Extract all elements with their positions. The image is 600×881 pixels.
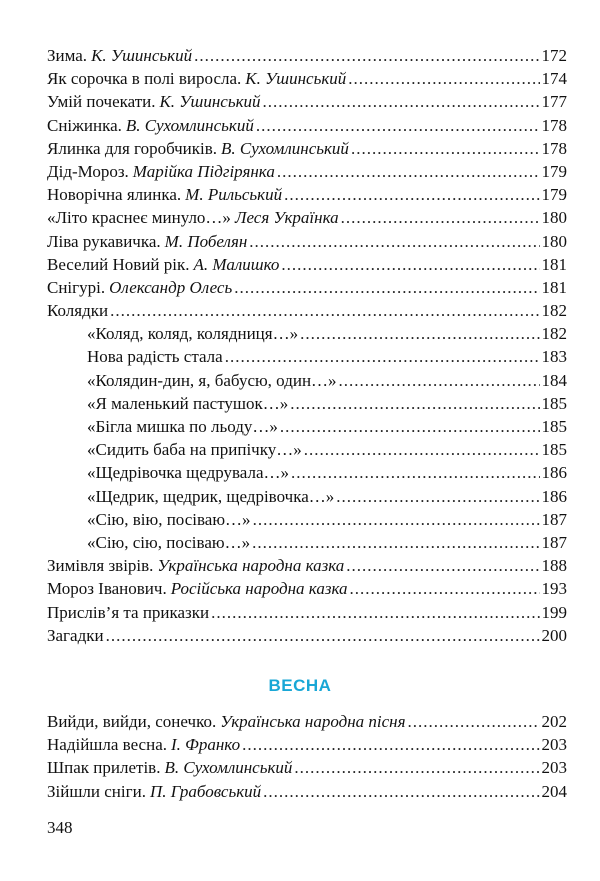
toc-entry	[47, 299, 567, 322]
toc-entry-page: 177	[541, 92, 567, 112]
toc-entry-title: «Щедрик, щедрик, щедрівочка…»	[87, 486, 335, 506]
toc-entry	[47, 531, 567, 554]
toc-entry-page: 187	[541, 509, 567, 529]
dot-leader	[225, 345, 540, 368]
toc-entry	[47, 137, 567, 160]
toc-entry-page: 200	[541, 625, 567, 645]
toc-entry-page: 185	[541, 440, 567, 460]
dot-leader	[256, 114, 540, 137]
toc-entry	[47, 392, 567, 415]
toc-entry-title: «Бігла мишка по льоду…»	[87, 417, 278, 436]
toc-entry-title: «Сидить баба на припічку…»	[87, 440, 302, 460]
toc-entry-title: «Щедрівочка щедрувала…»	[87, 463, 290, 483]
toc-entry-page: 185	[541, 393, 567, 413]
toc-entry	[47, 345, 567, 368]
dot-leader	[300, 322, 539, 345]
table-of-contents-spring	[47, 710, 567, 803]
toc-entry-title: «Сію, сію, посіваю…»	[87, 532, 251, 552]
dot-leader	[339, 369, 540, 392]
dot-leader	[277, 160, 540, 183]
toc-entry	[47, 253, 567, 276]
toc-entry-author: Українська народна пісня	[220, 712, 406, 731]
dot-leader	[294, 756, 539, 779]
page-number: 348	[47, 818, 73, 837]
toc-entry-page: 181	[541, 277, 567, 297]
toc-entry-page: 181	[541, 254, 567, 274]
dot-leader	[280, 415, 540, 438]
dot-leader	[234, 276, 539, 299]
dot-leader	[242, 733, 539, 756]
dot-leader	[291, 461, 539, 484]
toc-entry-page: 185	[541, 417, 567, 436]
toc-entry-title: Нова радість стала	[87, 347, 223, 367]
dot-leader	[252, 531, 539, 554]
toc-entry	[47, 577, 567, 600]
dot-leader	[249, 230, 539, 253]
toc-entry	[47, 601, 567, 624]
toc-entry	[47, 44, 567, 67]
dot-leader	[336, 485, 539, 508]
toc-entry-page: 203	[541, 735, 567, 755]
toc-entry-title: Вийди, вийди, сонечко.	[47, 712, 217, 731]
toc-entry-author: К. Ушинський	[91, 46, 193, 65]
toc-entry-title: Надійшла весна.	[47, 735, 167, 755]
toc-entry-page: 199	[541, 602, 567, 622]
toc-entry-title: Загадки	[47, 625, 104, 645]
toc-entry-page: 202	[541, 712, 567, 731]
toc-entry-page: 187	[541, 532, 567, 552]
toc-entry	[47, 67, 567, 90]
toc-entry-title: Зимівля звірів.	[47, 556, 154, 576]
toc-entry-author: В. Сухомлинський	[125, 115, 254, 135]
toc-entry-page: 172	[541, 46, 567, 65]
dot-leader	[284, 183, 539, 206]
toc-entry	[47, 554, 567, 577]
toc-entry-author: К. Ушинський	[159, 92, 261, 112]
toc-entry-title: Снігурі.	[47, 277, 106, 297]
toc-entry-page: 184	[541, 370, 567, 390]
toc-entry-author: Олександр Олесь	[109, 277, 233, 297]
dot-leader	[281, 253, 539, 276]
toc-entry-title: Ліва рукавичка.	[47, 231, 161, 251]
toc-entry-title: Сніжинка.	[47, 115, 122, 135]
toc-entry	[47, 322, 567, 345]
toc-entry-author: М. Рильський	[185, 185, 283, 205]
dot-leader	[211, 601, 539, 624]
dot-leader	[350, 577, 540, 600]
toc-entry-page: 178	[541, 115, 567, 135]
toc-entry-page: 178	[541, 138, 567, 158]
dot-leader	[194, 44, 539, 67]
dot-leader	[346, 554, 539, 577]
toc-entry-title: Умій почекати.	[47, 92, 156, 112]
dot-leader	[110, 299, 539, 322]
dot-leader	[253, 508, 540, 531]
toc-entry-page: 180	[541, 208, 567, 228]
toc-entry-title: «Колядин-дин, я, бабусю, один…»	[87, 370, 337, 390]
toc-entry-title: «Я маленький пастушок…»	[87, 393, 289, 413]
toc-entry-page: 182	[541, 301, 567, 321]
toc-entry-title: Шпак прилетів.	[47, 758, 161, 778]
dot-leader	[263, 90, 540, 113]
toc-entry-title: Ялинка для горобчиків.	[47, 138, 217, 158]
toc-entry-page: 183	[541, 347, 567, 367]
toc-entry	[47, 733, 567, 756]
dot-leader	[341, 206, 540, 229]
toc-entry-title: Колядки	[47, 301, 109, 321]
toc-entry-author: Леся Українка	[234, 208, 339, 228]
table-of-contents	[47, 44, 567, 647]
toc-entry-title: Дід-Мороз.	[47, 161, 129, 181]
toc-entry-author: М. Побелян	[164, 231, 248, 251]
toc-entry-title: Прислів’я та приказки	[47, 602, 210, 622]
toc-entry-title: «Літо краснеє минуло…»	[47, 208, 231, 228]
toc-entry-author: В. Сухомлинський	[220, 138, 349, 158]
toc-entry-page: 186	[541, 463, 567, 483]
toc-entry-author: П. Грабовський	[149, 781, 262, 801]
toc-entry	[47, 369, 567, 392]
toc-entry	[47, 183, 567, 206]
section-title-vesna: ВЕСНА	[268, 676, 332, 695]
toc-entry-page: 193	[541, 579, 567, 599]
toc-entry	[47, 415, 567, 438]
toc-entry	[47, 508, 567, 531]
toc-entry-title: Веселий Новий рік.	[47, 254, 190, 274]
toc-entry-page: 180	[541, 231, 567, 251]
toc-entry-title: Як сорочка в полі виросла.	[47, 69, 242, 89]
toc-entry-title: «Коляд, коляд, колядниця…»	[87, 324, 299, 344]
dot-leader	[348, 67, 539, 90]
toc-entry	[47, 710, 567, 733]
toc-entry	[47, 624, 567, 647]
toc-entry-author: К. Ушинський	[245, 69, 347, 89]
dot-leader	[106, 624, 540, 647]
toc-entry-page: 182	[541, 324, 567, 344]
toc-entry-author: В. Сухомлинський	[164, 758, 293, 778]
toc-entry	[47, 438, 567, 461]
dot-leader	[304, 438, 540, 461]
toc-entry	[47, 90, 567, 113]
toc-entry-title: Мороз Іванович.	[47, 579, 167, 599]
dot-leader	[351, 137, 540, 160]
toc-entry	[47, 206, 567, 229]
toc-entry	[47, 485, 567, 508]
toc-entry-page: 179	[541, 185, 567, 205]
toc-entry-author: Марійка Підгірянка	[132, 161, 275, 181]
toc-entry-title: Зійшли сніги.	[47, 781, 146, 801]
toc-entry-author: Українська народна казка	[157, 556, 345, 576]
toc-entry-title: Новорічна ялинка.	[47, 185, 182, 205]
toc-entry-title: Зима.	[47, 46, 88, 65]
toc-entry-page: 204	[541, 781, 567, 801]
toc-entry	[47, 276, 567, 299]
toc-entry-author: І. Франко	[171, 735, 241, 755]
toc-entry-author: А. Малишко	[193, 254, 280, 274]
toc-entry-page: 203	[541, 758, 567, 778]
toc-entry-page: 186	[541, 486, 567, 506]
toc-entry	[47, 114, 567, 137]
toc-entry-page: 188	[541, 556, 567, 576]
toc-entry-author: Російська народна казка	[170, 579, 348, 599]
toc-entry-title: «Сію, вію, посіваю…»	[87, 509, 251, 529]
toc-entry	[47, 756, 567, 779]
toc-entry	[47, 461, 567, 484]
dot-leader	[290, 392, 539, 415]
toc-entry-page: 174	[541, 69, 567, 89]
toc-entry	[47, 230, 567, 253]
toc-entry-page: 179	[541, 161, 567, 181]
toc-entry	[47, 160, 567, 183]
dot-leader	[408, 710, 540, 733]
toc-entry	[47, 780, 567, 803]
dot-leader	[263, 780, 539, 803]
